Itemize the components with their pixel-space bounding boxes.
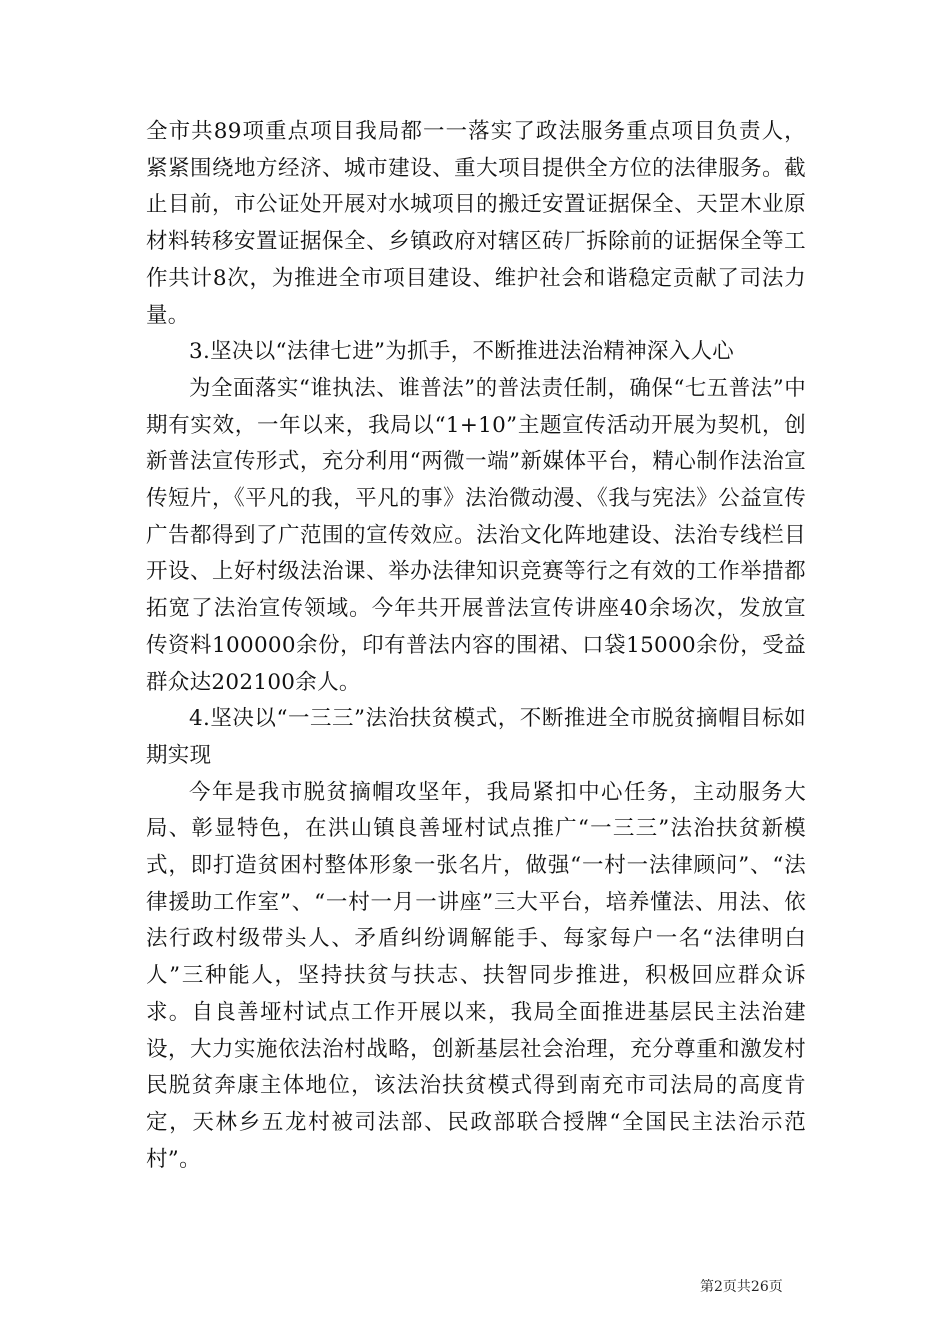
section-heading-4: 4.坚决以“一三三”法治扶贫模式，不断推进全市脱贫摘帽目标如期实现 (146, 706, 806, 768)
paragraph-1: 全市共89项重点项目我局都一一落实了政法服务重点项目负责人，紧紧围绕地方经济、城市建设、重大项目提供全方位的法律服务。截止目前，市公证处开展对水城项目的搬迁安置证据保全、天罡木业原材料转移安置证据保全、乡镇政府对辖区砖厂拆除前的证据保全等工作共计8次，为推进全市项目建设、维护社会和谐稳定贡献了司法力量。 (146, 119, 806, 328)
section-heading-3: 3.坚决以“法律七进”为抓手，不断推进法治精神深入人心 (189, 339, 735, 365)
page-number-footer: 第2页共26页 (700, 1279, 783, 1295)
paragraph-3: 为全面落实“谁执法、谁普法”的普法责任制，确保“七五普法”中期有实效，一年以来，我局以“1+10”主题宣传活动开展为契机，创新普法宣传形式，充分利用“两微一端”新媒体平台，精心制作法治宣传短片，《平凡的我，平凡的事》法治微动漫、《我与宪法》公益宣传广告都得到了广范围的宣传效应。法治文化阵地建设、法治专线栏目开设、上好村级法治课、举办法律知识竞赛等行之有效的工作举措都拓宽了法治宣传领域。今年共开展普法宣传讲座40余场次，发放宣传资料100000余份，印有普法内容的围裙、口袋15000余份，受益群众达202100余人。 (146, 375, 806, 695)
paragraph-5: 今年是我市脱贫摘帽攻坚年，我局紧扣中心任务，主动服务大局、彰显特色，在洪山镇良善垭村试点推广“一三三”法治扶贫新模式，即打造贫困村整体形象一张名片，做强“一村一法律顾问”、“法律援助工作室”、“一村一月一讲座”三大平台，培养懂法、用法、依法行政村级带头人、矛盾纠纷调解能手、每家每户一名“法律明白人”三种能人，坚持扶贫与扶志、扶智同步推进，积极回应群众诉求。自良善垭村试点工作开展以来，我局全面推进基层民主法治建设，大力实施依法治村战略，创新基层社会治理，充分尊重和激发村民脱贫奔康主体地位，该法治扶贫模式得到南充市司法局的高度肯定，天林乡五龙村被司法部、民政部联合授牌“全国民主法治示范村”。 (146, 779, 806, 1172)
body-text (146, 114, 806, 1178)
